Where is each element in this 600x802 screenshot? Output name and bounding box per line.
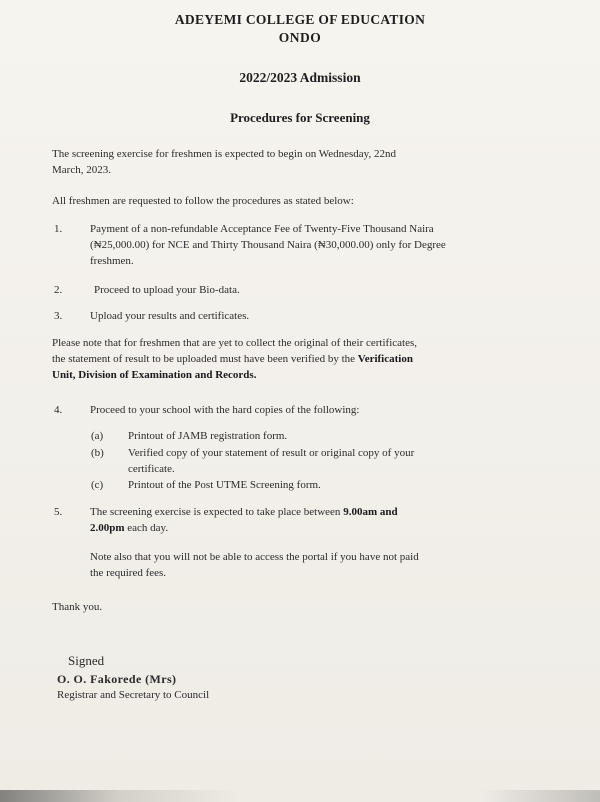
step-1-line-3: freshmen. [90,255,134,267]
note-1-line-2 [52,351,572,367]
sub-b-line-1: Verified copy of your statement of result or original copy of your [128,447,415,459]
college-name: ADEYEMI COLLEGE OF EDUCATION [174,12,426,27]
step-4-text: Proceed to your school with the hard copies of the following: [90,404,360,416]
signatory-title: Registrar and Secretary to Council [57,689,210,701]
note-1-bold-unit: Unit, Division of Examination and Records. [52,369,257,381]
signed-label: Signed [68,653,105,668]
step-5-each-day: each day. [124,522,169,534]
closing-text: Thank you. [52,601,103,613]
note-1-bold-verification: Verification [357,353,413,365]
step-5-time-end: 2.00pm [90,522,125,534]
step-number: 3. [54,310,63,322]
note-2-line-1: Note also that you will not be able to access the portal if you have not paid [90,551,419,563]
step-2-text: Proceed to upload your Bio-data. [94,284,240,296]
sub-label: (b) [91,447,104,459]
step-number: 5. [54,506,63,518]
sub-label: (a) [91,430,104,442]
signatory-name: O. O. Fakorede (Mrs) [57,672,177,686]
step-1-line-2: (₦25,000.00) for NCE and Thirty Thousand Naira (₦30,000.00) only for Degree [90,239,446,251]
note-1-line-1: Please note that for freshmen that are yet to collect the original of their certificates, [52,337,417,349]
photo-edge-shadow [0,790,600,802]
admission-session: 2022/2023 Admission [239,70,361,85]
sub-a-text: Printout of JAMB registration form. [128,430,288,442]
sub-c-text: Printout of the Post UTME Screening form. [128,479,321,491]
intro-line-2: March, 2023. [52,164,111,176]
step-5-text: The screening exercise is expected to take place between [90,506,344,518]
step-5-line-2 [90,520,570,536]
step-3-text: Upload your results and certificates. [90,310,250,322]
document-heading: Procedures for Screening [230,110,370,125]
intro-line-1: The screening exercise for freshmen is expected to begin on Wednesday, 22nd [52,148,396,160]
step-number: 4. [54,404,63,416]
step-number: 1. [54,223,63,235]
college-city: ONDO [278,30,322,45]
note-1-line-3 [52,367,572,383]
sub-label: (c) [91,479,104,491]
sub-b-line-2: certificate. [128,463,175,475]
intro-line-3: All freshmen are requested to follow the procedures as stated below: [52,195,354,207]
step-5-line-1 [90,504,570,520]
note-2-line-2: the required fees. [90,567,167,579]
step-5-time-start: 9.00am and [343,506,398,518]
step-number: 2. [54,284,63,296]
step-1-line-1: Payment of a non-refundable Acceptance Fee of Twenty-Five Thousand Naira [90,223,434,235]
note-1-line-2-text: the statement of result to be uploaded must have been verified by the [52,353,358,365]
